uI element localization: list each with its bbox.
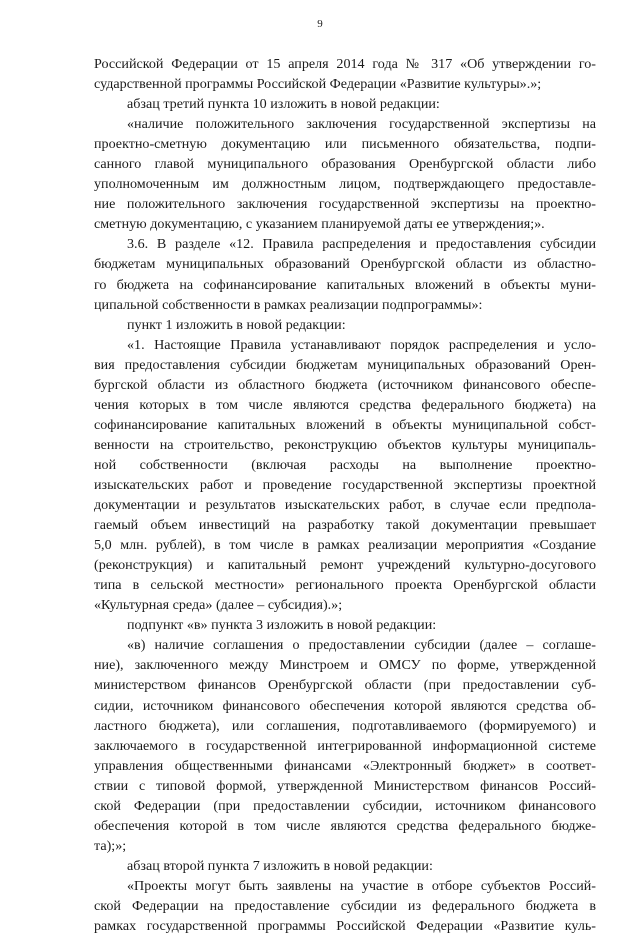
text-line: софинансирование капитальных вложений в объекты муниципальной собст- — [94, 416, 596, 433]
text-line: пункт 1 изложить в новой редакции: — [127, 316, 346, 333]
text-line: уполномоченным им должностным лицом, подтверждающего предоставле- — [94, 176, 596, 193]
text-line: 3.6. В разделе «12. Правила распределения и предоставления субсидии — [127, 236, 596, 253]
text-line: (реконструкция) и капитальный ремонт учреждений культурно-досугового — [94, 557, 596, 574]
text-line: 5,0 млн. рублей), в том числе в рамках реализации мероприятия «Создание — [94, 537, 596, 554]
text-line: «в) наличие соглашения о предоставлении субсидии (далее – соглаше- — [127, 637, 596, 654]
text-line: изыскательских работ и проведение государственной экспертизы проектной — [94, 476, 596, 493]
text-line: проектно-сметную документацию или письменного обязательства, подпи- — [94, 136, 596, 153]
text-line: абзац третий пункта 10 изложить в новой редакции: — [127, 96, 440, 113]
text-line: сметную документацию, с указанием планируемой даты ее утверждения;». — [94, 216, 545, 233]
text-line: «Культурная среда» (далее – субсидия).»; — [94, 597, 343, 614]
text-line: ние), заключенного между Минстроем и ОМСУ по форме, утвержденной — [94, 657, 596, 674]
text-line: министерством финансов Оренбургской области (при предоставлении суб- — [94, 677, 596, 694]
text-line: го бюджета на софинансирование капитальных вложений в объекты муни- — [94, 276, 596, 293]
text-line: сударственной программы Российской Федерации «Развитие культуры».»; — [94, 76, 542, 93]
document-body — [94, 54, 596, 936]
text-line: ластного бюджета), или соглашения, подготавливаемого (формируемого) и — [94, 717, 596, 734]
text-line: подпункт «в» пункта 3 изложить в новой редакции: — [127, 617, 437, 634]
text-line: вия предоставления субсидии бюджетам муниципальных образований Орен- — [94, 356, 596, 373]
text-line: Российской Федерации от 15 апреля 2014 года № 317 «Об утверждении го- — [94, 56, 596, 72]
page-number: 9 — [317, 18, 323, 30]
text-line: ской Федерации на предоставление субсидии из федерального бюджета в — [94, 897, 596, 914]
text-line: типа в сельской местности» регионального проекта Оренбургской области — [94, 577, 596, 594]
text-line: документации и результатов изыскательских работ, в случае если предпола- — [94, 497, 596, 514]
text-line: «1. Настоящие Правила устанавливают порядок распределения и усло- — [127, 336, 596, 353]
text-line: заключаемого в государственной интегрированной информационной системе — [94, 737, 596, 754]
text-line: ной собственности (включая расходы на выполнение проектно- — [94, 456, 596, 473]
text-line: ципальной собственности в рамках реализации подпрограммы»: — [94, 296, 483, 313]
text-line: управления общественными финансами «Электронный бюджет» в соответ- — [94, 757, 596, 774]
text-line: ствии с типовой формой, утвержденной Министерством финансов Россий- — [94, 777, 596, 794]
text-line: та);»; — [94, 837, 127, 854]
text-line: «наличие положительного заключения государственной экспертизы на — [127, 116, 596, 133]
text-line: «Проекты могут быть заявлены на участие в отборе субъектов Россий- — [127, 877, 596, 894]
text-line: венности на строительство, реконструкцию объектов культуры муниципаль- — [94, 436, 596, 453]
text-line: обеспечения которой в том числе являются средства федерального бюдже- — [94, 817, 596, 834]
text-line: бюджетам муниципальных образований Оренбургской области из областно- — [94, 256, 596, 273]
text-line: сидии, источником финансового обеспечения которой являются средства об- — [94, 697, 596, 714]
text-line: рамках государственной программы Российской Федерации «Развитие куль- — [94, 918, 596, 935]
text-line: абзац второй пункта 7 изложить в новой редакции: — [127, 857, 433, 874]
text-line: ние положительного заключения государственной экспертизы на проектно- — [94, 196, 596, 213]
text-line: ской Федерации (при предоставлении субсидии, источником финансового — [94, 797, 596, 814]
text-line: бургской области из областного бюджета (источником финансового обеспе- — [94, 376, 596, 393]
text-line: чения которых в том числе являются средства федерального бюджета) на — [94, 396, 596, 413]
text-line: гаемый объем инвестиций на разработку такой документации превышает — [94, 517, 596, 534]
text-line: санного главой муниципального образования Оренбургской области либо — [94, 156, 596, 173]
